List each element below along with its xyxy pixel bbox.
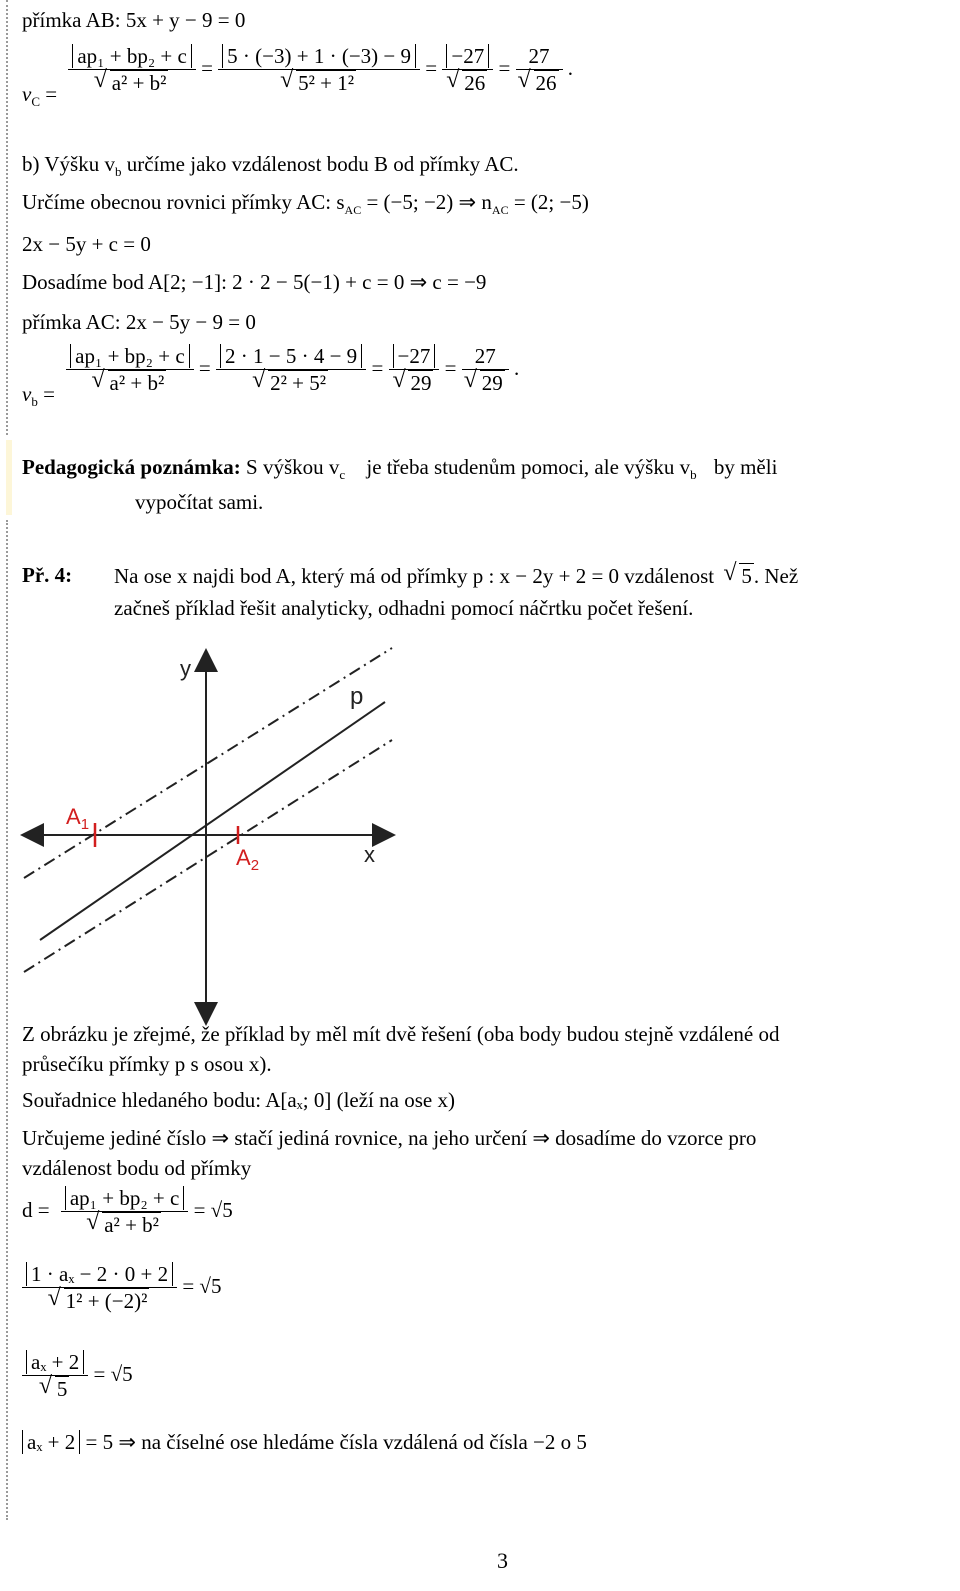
- vb-frac-1: ap₁ + bp₂ + c √ a² + b²: [66, 344, 193, 396]
- vb-frac-2: 2 · 1 − 5 · 4 − 9 √ 2² + 5²: [216, 344, 366, 396]
- equation-1: 1 · aₓ − 2 · 0 + 2 √ 1² + (−2)² = √5: [22, 1262, 221, 1314]
- vc-frac-4: 27 √ 26: [516, 44, 563, 96]
- vc-frac-3: −27 √ 26: [442, 44, 493, 96]
- margin-dotted-line-note: [6, 440, 12, 515]
- line-ac-general: 2x − 5y + c = 0: [22, 232, 151, 256]
- vb-frac-3: −27 √ 29: [389, 344, 440, 396]
- vc-frac-2: 5 · (−3) + 1 · (−3) − 9 √ 5² + 1²: [218, 44, 420, 96]
- vc-formula: $v_C$ = ap₁ + bp₂ + c √ a² + b² = 5 · (−3) + 1 · (−3) − 9 √ 5² + 1² = −27 √ 26 = 27 √ 26 .: [22, 44, 573, 96]
- paragraph-2: průsečíku přímky p s osou x).: [22, 1052, 272, 1076]
- paragraph-3: Souřadnice hledaného bodu: A[aₓ; 0] (leží na ose x): [22, 1088, 455, 1112]
- final-line: aₓ + 2 = 5 ⇒ na číselné ose hledáme čísla vzdálená od čísla −2 o 5: [22, 1430, 587, 1454]
- label-y: y: [180, 656, 191, 681]
- line-ac-equation: přímka AC: 2x − 5y − 9 = 0: [22, 310, 256, 334]
- example-4-text: Na ose x najdi bod A, který má od přímky p : x − 2y + 2 = 0 vzdálenost √ 5. Než: [114, 563, 798, 588]
- line-b-part: b) Výšku $v_b$ určíme jako vzdálenost bodu B od přímky AC.: [22, 152, 519, 180]
- vb-frac-4: 27 √ 29: [462, 344, 509, 396]
- vb-formula: $v_b$ = ap₁ + bp₂ + c √ a² + b² = 2 · 1 − 5 · 4 − 9 √ 2² + 5² = −27 √ 29 = 27 √ 29 .: [22, 344, 519, 396]
- label-p: p: [350, 683, 364, 710]
- paragraph-1: Z obrázku je zřejmé, že příklad by měl mít dvě řešení (oba body budou stejně vzdálené od: [22, 1022, 780, 1046]
- vc-lhs: $v_C$ =: [22, 81, 58, 109]
- line-ab-text: přímka AB: 5x + y − 9 = 0: [22, 8, 246, 32]
- label-a1: $A_1$: [66, 804, 90, 833]
- line-ac-vectors: Určíme obecnou rovnici přímky AC: $s_{AC} = (-5$; −2) ⇒ $n_{AC} = (2$; −5): [22, 190, 589, 218]
- line-p: [40, 702, 385, 940]
- line-ab: [22, 8, 245, 32]
- parallel-line-lower: [24, 740, 392, 972]
- example-label: Př. 4:: [22, 563, 73, 587]
- equation-2: aₓ + 2 √ 5 = √5: [22, 1350, 133, 1402]
- pedagogical-note: Pedagogická poznámka: S výškou $v_c$ je třeba studenům pomoci, ale výšku $v_b$ by měli: [22, 455, 778, 483]
- line-substitute-a: Dosadíme bod A[2; −1]: 2 · 2 − 5(−1) + c = 0 ⇒ c = −9: [22, 270, 487, 294]
- example-4: [22, 563, 72, 587]
- paragraph-4: Určujeme jediné číslo ⇒ stačí jediná rovnice, na jeho určení ⇒ dosadíme do vzorce pro: [22, 1126, 757, 1150]
- example-4-text2: začneš příklad řešit analyticky, odhadni pomocí náčrtku počet řešení.: [114, 596, 694, 620]
- page-number: 3: [497, 1548, 508, 1573]
- margin-dotted-line-top: [6, 0, 8, 435]
- parallel-line-upper: [24, 648, 392, 878]
- d-formula: d = ap₁ + bp₂ + c √ a² + b² = √5: [22, 1186, 233, 1238]
- vc-frac-1: ap₁ + bp₂ + c √ a² + b²: [68, 44, 195, 96]
- pedagogical-note-line2: vypočítat sami.: [135, 490, 264, 514]
- paragraph-5: vzdálenost bodu od přímky: [22, 1156, 252, 1180]
- vb-lhs: $v_b$ =: [22, 381, 55, 409]
- label-x: x: [364, 842, 375, 867]
- note-label: Pedagogická poznámka:: [22, 455, 241, 479]
- sketch-figure: [0, 640, 960, 1030]
- label-a2: $A_2$: [236, 845, 260, 874]
